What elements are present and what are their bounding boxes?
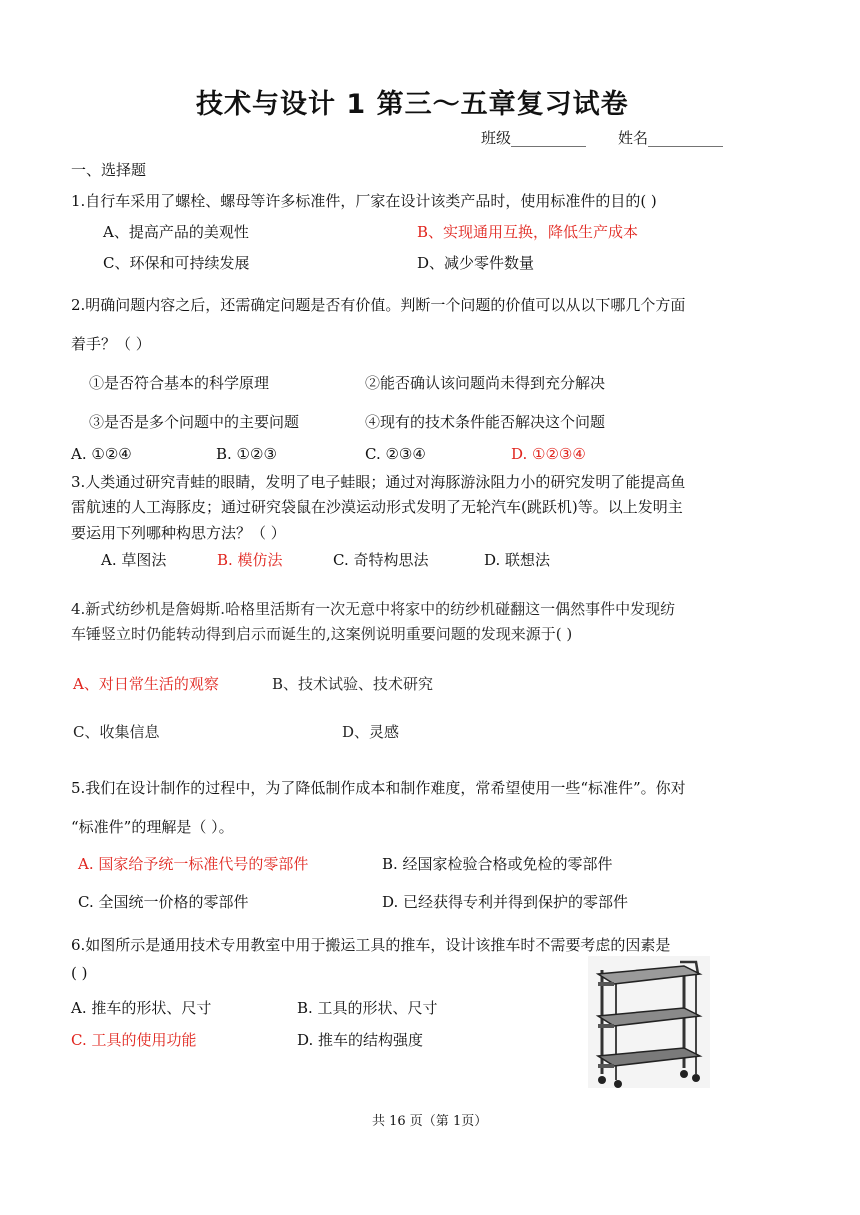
question-2-item-3: ③是否是多个问题中的主要问题 xyxy=(89,413,300,431)
question-2-stem-line-1: 2.明确问题内容之后，还需确定问题是否有价值。判断一个问题的价值可以从以下哪几个方面 xyxy=(71,296,686,314)
class-field-label: 班级__________ xyxy=(481,129,587,147)
question-1-option-c: C、环保和可持续发展 xyxy=(103,254,250,272)
question-3-option-d: D. 联想法 xyxy=(484,551,551,569)
question-2-stem-line-2: 着手？（ ） xyxy=(71,335,151,353)
question-6-option-d: D. 推车的结构强度 xyxy=(297,1031,424,1049)
question-3-stem-line-3: 要运用下列哪种构思方法？（ ） xyxy=(71,524,286,542)
question-2-item-2: ②能否确认该问题尚未得到充分解决 xyxy=(365,374,606,392)
question-2-item-1: ①是否符合基本的科学原理 xyxy=(89,374,270,392)
question-1-option-a: A、提高产品的美观性 xyxy=(103,223,249,241)
question-1-option-d: D、减少零件数量 xyxy=(417,254,535,272)
question-1-stem: 1.自行车采用了螺栓、螺母等许多标准件，厂家在设计该类产品时，使用标准件的目的( ) xyxy=(71,192,657,210)
question-5-option-d: D. 已经获得专利并得到保护的零部件 xyxy=(382,893,629,911)
question-6-option-b: B. 工具的形状、尺寸 xyxy=(297,999,438,1017)
question-4-option-a-answer: A、对日常生活的观察 xyxy=(73,675,219,693)
question-5-option-c: C. 全国统一价格的零部件 xyxy=(78,893,249,911)
question-5-stem-line-2: “标准件”的理解是（ ）。 xyxy=(71,818,234,836)
question-5-stem-line-1: 5.我们在设计制作的过程中，为了降低制作成本和制作难度，常希望使用一些“标准件”。你对 xyxy=(71,779,686,797)
question-6-option-a: A. 推车的形状、尺寸 xyxy=(71,999,212,1017)
question-6-option-c-answer: C. 工具的使用功能 xyxy=(71,1031,197,1049)
name-field-label: 姓名__________ xyxy=(618,129,724,147)
question-5-option-a-answer: A. 国家给予统一标准代号的零部件 xyxy=(78,855,309,873)
page-footer: 共 16 页（第 1页） xyxy=(372,1114,488,1129)
question-6-stem-line-2: ( ) xyxy=(71,964,88,982)
question-2-option-d-answer: D. ①②③④ xyxy=(511,445,586,463)
question-3-option-b-answer: B. 模仿法 xyxy=(217,551,283,569)
question-5-option-b: B. 经国家检验合格或免检的零部件 xyxy=(382,855,613,873)
question-6-stem-line-1: 6.如图所示是通用技术专用教室中用于搬运工具的推车，设计该推车时不需要考虑的因素是 xyxy=(71,936,671,954)
question-3-stem-line-1: 3.人类通过研究青蛙的眼睛，发明了电子蛙眼；通过对海豚游泳阻力小的研究发明了能提高鱼 xyxy=(71,473,686,491)
question-2-option-b: B. ①②③ xyxy=(216,445,277,463)
page-title: 技术与设计 1 第三～五章复习试卷 xyxy=(196,89,629,120)
question-2-item-4: ④现有的技术条件能否解决这个问题 xyxy=(365,413,606,431)
question-4-option-c: C、收集信息 xyxy=(73,723,160,741)
question-1-option-b-answer: B、实现通用互换，降低生产成本 xyxy=(417,223,639,241)
question-3-option-c: C. 奇特构思法 xyxy=(333,551,429,569)
question-2-option-c: C. ②③④ xyxy=(365,445,426,463)
tool-cart-image xyxy=(588,956,710,1088)
question-2-option-a: A. ①②④ xyxy=(71,445,132,463)
question-4-stem-line-2: 车锤竖立时仍能转动得到启示而诞生的,这案例说明重要问题的发现来源于( ) xyxy=(71,625,573,643)
question-4-stem-line-1: 4.新式纺纱机是詹姆斯.哈格里活斯有一次无意中将家中的纺纱机碰翻这一偶然事件中发现纺 xyxy=(71,600,676,618)
question-3-option-a: A. 草图法 xyxy=(101,551,167,569)
question-4-option-d: D、灵感 xyxy=(342,723,400,741)
question-3-stem-line-2: 雷航速的人工海豚皮；通过研究袋鼠在沙漠运动形式发明了无轮汽车(跳跃机)等。以上发明主 xyxy=(71,498,683,516)
question-4-option-b: B、技术试验、技术研究 xyxy=(272,675,434,693)
section-heading: 一、选择题 xyxy=(71,161,147,179)
